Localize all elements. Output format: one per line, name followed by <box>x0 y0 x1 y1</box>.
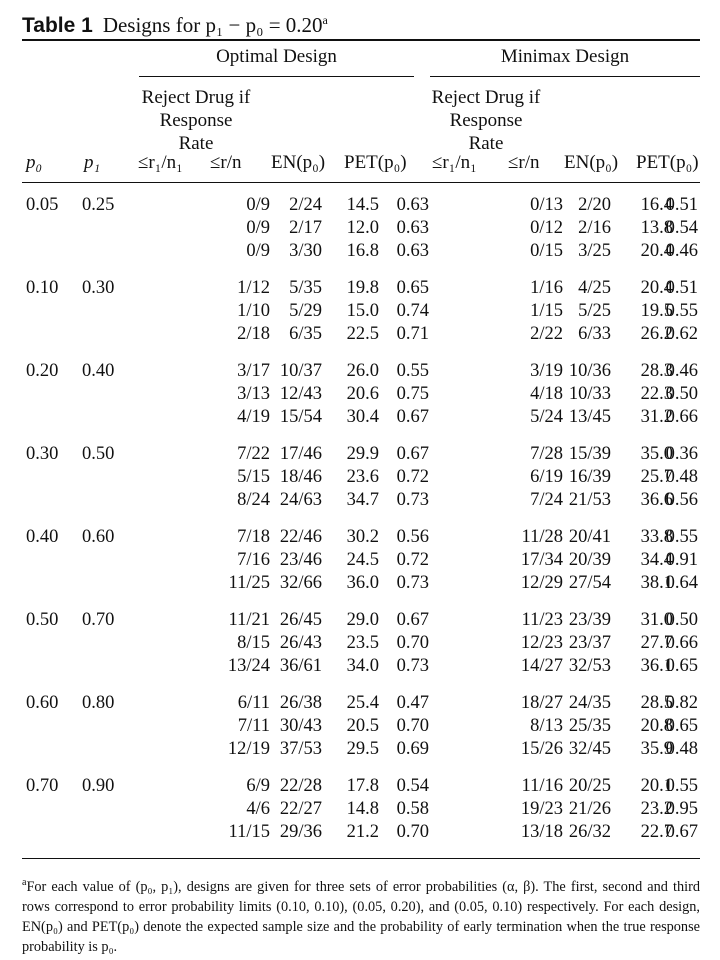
cell-p0: 0.70 <box>26 776 59 796</box>
cell-optimal-r1n1: 0/9 <box>246 195 270 215</box>
cell-optimal-rn: 22/28 <box>279 776 322 796</box>
reject-line-3: Rate <box>178 133 214 154</box>
cell-optimal-r1n1: 7/18 <box>237 527 270 547</box>
cell-optimal-r1n1: 4/6 <box>246 799 270 819</box>
cell-minimax-rn: 16/39 <box>568 467 611 487</box>
cell-minimax-rn: 2/16 <box>578 218 611 238</box>
cell-p1: 0.80 <box>82 693 115 713</box>
cell-optimal-pet: 0.63 <box>396 195 429 215</box>
cell-optimal-r1n1: 3/17 <box>237 361 270 381</box>
table-row <box>22 821 700 844</box>
cell-optimal-r1n1: 6/9 <box>246 776 270 796</box>
cell-minimax-r1n1: 0/15 <box>530 241 563 261</box>
cell-minimax-pet: 0.46 <box>665 241 698 261</box>
cell-optimal-en: 15.0 <box>346 301 379 321</box>
cell-minimax-rn: 26/32 <box>568 822 611 842</box>
cell-minimax-en: 19.5 <box>640 301 673 321</box>
col-header-optimal-r1n1: ≤r₁/n₁ <box>138 152 183 173</box>
cell-minimax-pet: 0.95 <box>665 799 698 819</box>
cell-optimal-pet: 0.74 <box>396 301 429 321</box>
table-row <box>22 217 700 240</box>
cell-minimax-en: 20.4 <box>640 241 673 261</box>
cell-minimax-r1n1: 13/18 <box>520 822 563 842</box>
cell-minimax-r1n1: 12/29 <box>520 573 563 593</box>
cell-minimax-rn: 23/39 <box>568 610 611 630</box>
col-header-minimax-pet: PET(p₀) <box>636 152 699 173</box>
cell-p1: 0.25 <box>82 195 115 215</box>
cell-minimax-rn: 21/53 <box>568 490 611 510</box>
cell-optimal-rn: 5/29 <box>289 301 322 321</box>
optimal-design-header: Optimal Design <box>216 46 337 67</box>
cell-optimal-rn: 12/43 <box>279 384 322 404</box>
cell-optimal-r1n1: 1/12 <box>237 278 270 298</box>
cell-optimal-pet: 0.47 <box>396 693 429 713</box>
cell-minimax-pet: 0.51 <box>665 278 698 298</box>
cell-minimax-en: 38.1 <box>640 573 673 593</box>
cell-optimal-r1n1: 11/21 <box>228 610 270 630</box>
cell-minimax-rn: 5/25 <box>578 301 611 321</box>
cell-optimal-pet: 0.75 <box>396 384 429 404</box>
cell-optimal-pet: 0.73 <box>396 490 429 510</box>
cell-minimax-rn: 24/35 <box>568 693 611 713</box>
cell-minimax-pet: 0.48 <box>665 467 698 487</box>
cell-optimal-en: 29.5 <box>346 739 379 759</box>
cell-p1: 0.70 <box>82 610 115 630</box>
table-group <box>22 609 700 692</box>
cell-minimax-pet: 0.82 <box>665 693 698 713</box>
cell-optimal-r1n1: 12/19 <box>227 739 270 759</box>
cell-minimax-r1n1: 6/19 <box>530 467 563 487</box>
cell-minimax-pet: 0.36 <box>665 444 698 464</box>
table-group <box>22 360 700 443</box>
cell-optimal-en: 26.0 <box>346 361 379 381</box>
cell-minimax-en: 23.2 <box>640 799 673 819</box>
minimax-design-header: Minimax Design <box>500 46 630 67</box>
cell-optimal-r1n1: 7/22 <box>237 444 270 464</box>
cell-minimax-r1n1: 2/22 <box>530 324 563 344</box>
header-bottom-rule <box>22 182 700 183</box>
table-footnote <box>22 873 700 957</box>
cell-p0: 0.30 <box>26 444 59 464</box>
cell-minimax-rn: 25/35 <box>568 716 611 736</box>
cell-optimal-en: 16.8 <box>346 241 379 261</box>
cell-optimal-en: 34.7 <box>346 490 379 510</box>
cell-optimal-pet: 0.54 <box>396 776 429 796</box>
cell-minimax-r1n1: 14/27 <box>520 656 563 676</box>
cell-minimax-pet: 0.56 <box>665 490 698 510</box>
cell-optimal-en: 14.8 <box>346 799 379 819</box>
table-label: Table 1 <box>22 14 93 37</box>
cell-optimal-rn: 15/54 <box>279 407 322 427</box>
cell-minimax-r1n1: 17/34 <box>520 550 563 570</box>
cell-p1: 0.50 <box>82 444 115 464</box>
cell-minimax-r1n1: 11/28 <box>521 527 563 547</box>
cell-minimax-pet: 0.51 <box>665 195 698 215</box>
cell-minimax-en: 35.0 <box>640 444 673 464</box>
cell-minimax-en: 36.1 <box>640 656 673 676</box>
cell-minimax-rn: 20/25 <box>568 776 611 796</box>
table-row <box>22 549 700 572</box>
reject-line-1: Reject Drug if <box>431 87 541 108</box>
cell-optimal-rn: 36/61 <box>279 656 322 676</box>
cell-optimal-r1n1: 8/24 <box>237 490 270 510</box>
col-header-minimax-r1n1: ≤r₁/n₁ <box>432 152 477 173</box>
table-title: Designs for p₁ − p₀ = 0.20 <box>102 13 323 37</box>
table-row <box>22 466 700 489</box>
cell-minimax-rn: 3/25 <box>578 241 611 261</box>
cell-optimal-pet: 0.67 <box>396 407 429 427</box>
cell-minimax-rn: 2/20 <box>578 195 611 215</box>
cell-optimal-rn: 26/45 <box>279 610 322 630</box>
cell-minimax-en: 25.7 <box>640 467 673 487</box>
table-group <box>22 194 700 277</box>
cell-optimal-r1n1: 3/13 <box>237 384 270 404</box>
minimax-span-rule <box>430 76 700 77</box>
table-row <box>22 655 700 678</box>
cell-minimax-r1n1: 0/13 <box>530 195 563 215</box>
cell-optimal-en: 14.5 <box>346 195 379 215</box>
table-row <box>22 489 700 512</box>
cell-p0: 0.50 <box>26 610 59 630</box>
cell-minimax-rn: 4/25 <box>578 278 611 298</box>
cell-minimax-pet: 0.62 <box>665 324 698 344</box>
optimal-reject-header <box>126 86 266 155</box>
cell-optimal-rn: 26/38 <box>279 693 322 713</box>
caption-footnote-marker: a <box>322 13 328 27</box>
col-header-minimax-en: EN(p₀) <box>564 152 619 173</box>
table-group <box>22 526 700 609</box>
cell-optimal-rn: 22/46 <box>279 527 322 547</box>
cell-minimax-rn: 20/41 <box>568 527 611 547</box>
cell-minimax-r1n1: 15/26 <box>520 739 563 759</box>
table-body <box>22 194 700 858</box>
cell-optimal-en: 20.5 <box>346 716 379 736</box>
cell-optimal-rn: 18/46 <box>279 467 322 487</box>
cell-optimal-pet: 0.67 <box>396 610 429 630</box>
cell-p1: 0.90 <box>82 776 115 796</box>
cell-minimax-r1n1: 8/13 <box>530 716 563 736</box>
reject-line-2: Response <box>159 110 233 131</box>
cell-optimal-en: 20.6 <box>346 384 379 404</box>
table-row <box>22 240 700 263</box>
cell-minimax-pet: 0.55 <box>665 776 698 796</box>
cell-optimal-r1n1: 7/16 <box>237 550 270 570</box>
cell-optimal-r1n1: 5/15 <box>237 467 270 487</box>
table-bottom-rule <box>22 858 700 859</box>
cell-optimal-pet: 0.71 <box>396 324 429 344</box>
cell-optimal-rn: 3/30 <box>289 241 322 261</box>
cell-p0: 0.60 <box>26 693 59 713</box>
cell-optimal-pet: 0.55 <box>396 361 429 381</box>
table-row <box>22 323 700 346</box>
table-row <box>22 383 700 406</box>
cell-minimax-en: 20.4 <box>640 278 673 298</box>
cell-minimax-pet: 0.55 <box>665 301 698 321</box>
table-row <box>22 277 700 300</box>
cell-minimax-r1n1: 7/28 <box>530 444 563 464</box>
cell-minimax-rn: 21/26 <box>568 799 611 819</box>
cell-optimal-pet: 0.70 <box>396 633 429 653</box>
cell-minimax-r1n1: 4/18 <box>530 384 563 404</box>
cell-optimal-en: 36.0 <box>346 573 379 593</box>
cell-minimax-pet: 0.65 <box>665 656 698 676</box>
cell-optimal-pet: 0.58 <box>396 799 429 819</box>
cell-optimal-r1n1: 0/9 <box>246 218 270 238</box>
footnote-marker: a <box>22 877 27 888</box>
cell-optimal-pet: 0.73 <box>396 656 429 676</box>
col-header-p1: p₁ <box>84 152 101 173</box>
cell-optimal-en: 21.2 <box>346 822 379 842</box>
cell-minimax-rn: 32/45 <box>568 739 611 759</box>
cell-optimal-en: 17.8 <box>346 776 379 796</box>
cell-minimax-pet: 0.67 <box>665 822 698 842</box>
table-group <box>22 277 700 360</box>
cell-minimax-r1n1: 12/23 <box>520 633 563 653</box>
cell-optimal-en: 12.0 <box>346 218 379 238</box>
cell-minimax-r1n1: 11/23 <box>521 610 563 630</box>
cell-minimax-rn: 32/53 <box>568 656 611 676</box>
cell-optimal-rn: 30/43 <box>279 716 322 736</box>
cell-optimal-pet: 0.63 <box>396 218 429 238</box>
cell-optimal-en: 30.2 <box>346 527 379 547</box>
table-row <box>22 715 700 738</box>
cell-optimal-rn: 23/46 <box>279 550 322 570</box>
cell-optimal-en: 22.5 <box>346 324 379 344</box>
cell-optimal-pet: 0.72 <box>396 550 429 570</box>
cell-minimax-rn: 13/45 <box>568 407 611 427</box>
cell-minimax-r1n1: 1/15 <box>530 301 563 321</box>
cell-minimax-r1n1: 18/27 <box>520 693 563 713</box>
table-row <box>22 194 700 217</box>
table-row <box>22 526 700 549</box>
cell-minimax-rn: 23/37 <box>568 633 611 653</box>
cell-optimal-r1n1: 2/18 <box>237 324 270 344</box>
cell-optimal-r1n1: 0/9 <box>246 241 270 261</box>
table-row <box>22 738 700 761</box>
cell-p0: 0.40 <box>26 527 59 547</box>
cell-minimax-pet: 0.64 <box>665 573 698 593</box>
minimax-reject-header <box>416 86 556 155</box>
cell-minimax-en: 34.4 <box>640 550 673 570</box>
table-row <box>22 692 700 715</box>
cell-minimax-pet: 0.55 <box>665 527 698 547</box>
table-group <box>22 692 700 775</box>
cell-minimax-en: 22.7 <box>640 822 673 842</box>
table-row <box>22 360 700 383</box>
table-page <box>22 6 700 955</box>
cell-optimal-rn: 22/27 <box>279 799 322 819</box>
cell-optimal-en: 34.0 <box>346 656 379 676</box>
table-row <box>22 572 700 595</box>
cell-optimal-r1n1: 11/15 <box>228 822 270 842</box>
cell-minimax-rn: 20/39 <box>568 550 611 570</box>
table-row <box>22 443 700 466</box>
optimal-span-rule <box>139 76 414 77</box>
cell-optimal-en: 23.5 <box>346 633 379 653</box>
col-header-optimal-rn: ≤r/n <box>210 152 242 173</box>
table-group <box>22 775 700 858</box>
cell-optimal-rn: 10/37 <box>279 361 322 381</box>
cell-p0: 0.05 <box>26 195 59 215</box>
cell-optimal-r1n1: 1/10 <box>237 301 270 321</box>
cell-optimal-en: 25.4 <box>346 693 379 713</box>
cell-minimax-pet: 0.46 <box>665 361 698 381</box>
cell-minimax-pet: 0.66 <box>665 633 698 653</box>
col-header-optimal-pet: PET(p₀) <box>344 152 407 173</box>
cell-minimax-rn: 10/36 <box>568 361 611 381</box>
cell-minimax-rn: 6/33 <box>578 324 611 344</box>
cell-minimax-pet: 0.50 <box>665 610 698 630</box>
cell-minimax-en: 31.0 <box>640 610 673 630</box>
cell-minimax-rn: 15/39 <box>568 444 611 464</box>
reject-line-2: Response <box>449 110 523 131</box>
cell-minimax-en: 22.3 <box>640 384 673 404</box>
cell-minimax-en: 16.4 <box>640 195 673 215</box>
cell-minimax-en: 35.9 <box>640 739 673 759</box>
cell-optimal-rn: 5/35 <box>289 278 322 298</box>
cell-minimax-en: 33.8 <box>640 527 673 547</box>
cell-minimax-r1n1: 7/24 <box>530 490 563 510</box>
cell-minimax-en: 26.2 <box>640 324 673 344</box>
cell-optimal-rn: 29/36 <box>279 822 322 842</box>
cell-optimal-pet: 0.65 <box>396 278 429 298</box>
table-row <box>22 798 700 821</box>
cell-optimal-rn: 26/43 <box>279 633 322 653</box>
table-row <box>22 632 700 655</box>
cell-minimax-en: 36.6 <box>640 490 673 510</box>
cell-minimax-rn: 27/54 <box>568 573 611 593</box>
cell-minimax-r1n1: 11/16 <box>521 776 563 796</box>
cell-optimal-pet: 0.67 <box>396 444 429 464</box>
cell-optimal-r1n1: 13/24 <box>227 656 270 676</box>
table-row <box>22 300 700 323</box>
cell-optimal-pet: 0.70 <box>396 822 429 842</box>
cell-minimax-en: 27.7 <box>640 633 673 653</box>
cell-optimal-rn: 17/46 <box>279 444 322 464</box>
cell-p1: 0.40 <box>82 361 115 381</box>
cell-minimax-en: 20.1 <box>640 776 673 796</box>
cell-minimax-rn: 10/33 <box>568 384 611 404</box>
cell-minimax-pet: 0.54 <box>665 218 698 238</box>
table-row <box>22 406 700 429</box>
cell-optimal-r1n1: 8/15 <box>237 633 270 653</box>
footnote-text: For each value of (p₀, p₁), designs are given for three sets of error probabilities (α, β). The first, second and third rows correspond to error probability limits (0.10, 0.10), (0.05, 0.20), and (0.05, 0.10) respectively. For each design, EN(p₀) and PET(p₀) denote the expected sample size and the probability of early termination when the true response probability is p₀. <box>22 878 700 955</box>
cell-optimal-r1n1: 6/11 <box>237 693 270 713</box>
cell-optimal-r1n1: 7/11 <box>237 716 270 736</box>
top-rule <box>22 39 700 41</box>
cell-minimax-pet: 0.50 <box>665 384 698 404</box>
cell-optimal-pet: 0.73 <box>396 573 429 593</box>
cell-optimal-en: 23.6 <box>346 467 379 487</box>
cell-minimax-r1n1: 0/12 <box>530 218 563 238</box>
cell-optimal-rn: 32/66 <box>279 573 322 593</box>
cell-optimal-en: 24.5 <box>346 550 379 570</box>
cell-optimal-en: 30.4 <box>346 407 379 427</box>
cell-optimal-rn: 37/53 <box>279 739 322 759</box>
cell-optimal-rn: 2/17 <box>289 218 322 238</box>
cell-optimal-rn: 2/24 <box>289 195 322 215</box>
cell-minimax-en: 28.5 <box>640 693 673 713</box>
table-row <box>22 775 700 798</box>
cell-optimal-en: 29.9 <box>346 444 379 464</box>
cell-minimax-r1n1: 19/23 <box>520 799 563 819</box>
reject-line-1: Reject Drug if <box>141 87 251 108</box>
cell-optimal-pet: 0.63 <box>396 241 429 261</box>
cell-minimax-pet: 0.48 <box>665 739 698 759</box>
cell-p1: 0.30 <box>82 278 115 298</box>
reject-line-3: Rate <box>468 133 504 154</box>
col-header-p0: p₀ <box>26 152 43 173</box>
cell-minimax-en: 20.8 <box>640 716 673 736</box>
col-header-minimax-rn: ≤r/n <box>508 152 540 173</box>
cell-minimax-pet: 0.91 <box>665 550 698 570</box>
table-group <box>22 443 700 526</box>
cell-minimax-pet: 0.66 <box>665 407 698 427</box>
cell-optimal-pet: 0.69 <box>396 739 429 759</box>
cell-optimal-pet: 0.72 <box>396 467 429 487</box>
cell-p0: 0.10 <box>26 278 59 298</box>
cell-optimal-rn: 6/35 <box>289 324 322 344</box>
cell-optimal-en: 29.0 <box>346 610 379 630</box>
cell-optimal-rn: 24/63 <box>279 490 322 510</box>
cell-optimal-pet: 0.56 <box>396 527 429 547</box>
cell-minimax-r1n1: 5/24 <box>530 407 563 427</box>
cell-p0: 0.20 <box>26 361 59 381</box>
cell-optimal-en: 19.8 <box>346 278 379 298</box>
cell-minimax-r1n1: 3/19 <box>530 361 563 381</box>
cell-minimax-pet: 0.65 <box>665 716 698 736</box>
cell-optimal-r1n1: 4/19 <box>237 407 270 427</box>
cell-p1: 0.60 <box>82 527 115 547</box>
cell-optimal-pet: 0.70 <box>396 716 429 736</box>
cell-optimal-r1n1: 11/25 <box>228 573 270 593</box>
cell-minimax-en: 13.8 <box>640 218 673 238</box>
cell-minimax-r1n1: 1/16 <box>530 278 563 298</box>
table-caption <box>22 6 700 40</box>
table-row <box>22 609 700 632</box>
cell-minimax-en: 31.2 <box>640 407 673 427</box>
col-header-optimal-en: EN(p₀) <box>271 152 326 173</box>
cell-minimax-en: 28.3 <box>640 361 673 381</box>
